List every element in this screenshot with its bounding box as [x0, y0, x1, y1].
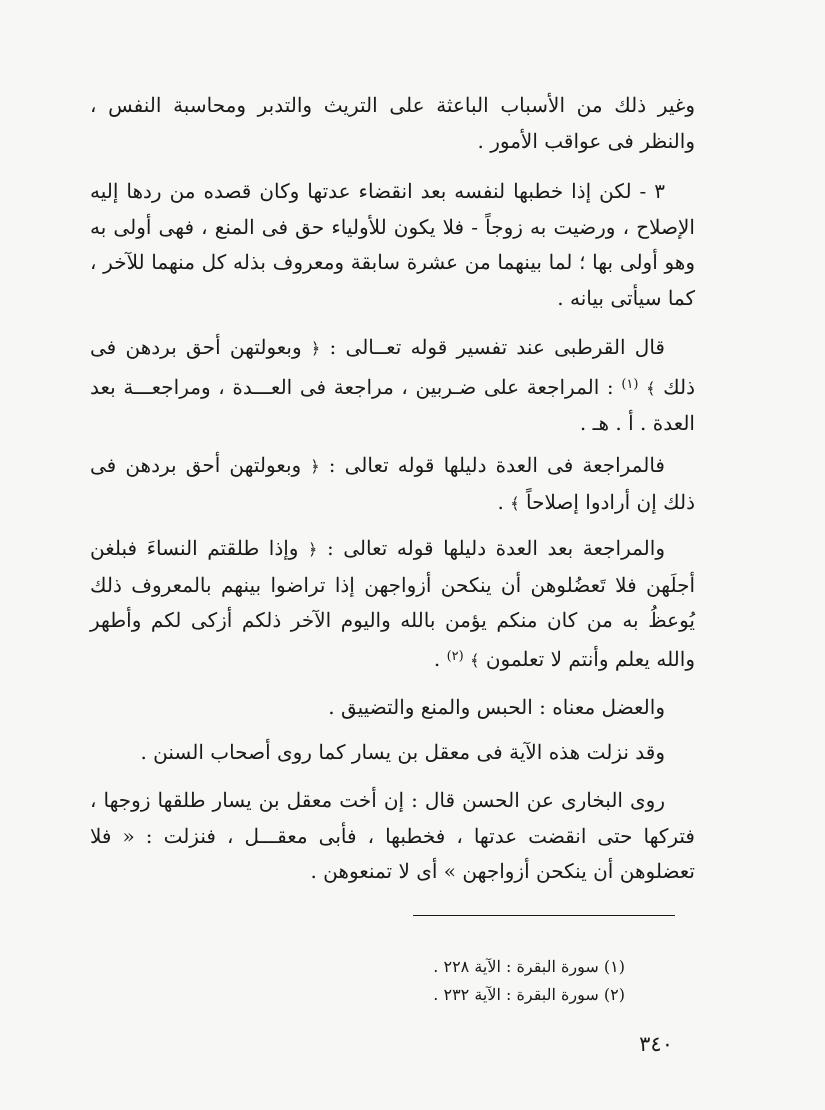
paragraph-6: والعضل معناه : الحبس والمنع والتضييق . [328, 695, 665, 719]
quran-close-bracket: ﴾ [510, 493, 520, 513]
paragraph-2: ٣ - لكن إذا خطبها لنفسه بعد انقضاء عدتها وكان قصده من ردها إليه الإصلاح ، ورضيت به زوجاً - فلا يكون للأولياء حق فى المنع ، فهى أولى به وهو أولى بها ؛ لما بينهما من عشرة سابقة ومعروف بذله كل منهما للآخر ، كما سيأتى بيانه . [90, 179, 695, 310]
paragraph-4-rest: . [497, 489, 511, 514]
paragraph-8: روى البخارى عن الحسن قال : إن أخت معقل بن يسار طلقها زوجها ، فتركها حتى انقضت عدتها ، فخطبها ، فأبى معقـــل ، فنزلت : « فلا تعضلوهن أن ينكحن أزواجهن » أى لا تمنعوهن . [90, 788, 695, 883]
paragraph-7: وقد نزلت هذه الآية فى معقل بن يسار كما روى أصحاب السنن . [140, 740, 665, 764]
quran-quote: وبعولتهن أحق بردهن فى ذلك [90, 335, 696, 399]
footnote-2: (٢) سورة البقرة : الآية ٢٣٢ . [433, 985, 625, 1004]
paragraph-3-rest: : المراجعة على ضـربين ، مراجعة فى العـــدة ، ومراجعـــة بعد العدة . أ . هـ . [90, 374, 695, 435]
paragraph-5-intro: والمراجعة بعد العدة دليلها قوله تعالى : [317, 536, 665, 560]
paragraph-4 [90, 448, 695, 521]
quran-quote: وإذا طلقتم النساءَ فبلغن أجلَهن فلا تَعضُلوهن أن ينكحن أزواجهن إذا تراضوا بينهم بالمعروف ذلك يُوعظُ به من كان منكم يؤمن بالله واليوم الآخر ذلكم أزكى لكم وأطهر والله يعلم وأنتم لا تعلمون [90, 536, 695, 671]
paragraph-5 [90, 531, 695, 678]
quran-close-bracket: ﴾ [646, 378, 656, 398]
quran-quote: وبعولتهن أحق بردهن فى ذلك إن أرادوا إصلاحاً [90, 453, 695, 514]
paragraph-3-intro: قال القرطبى عند تفسير قوله تعــالى : [320, 335, 665, 359]
quran-close-bracket: ﴾ [470, 650, 480, 670]
quran-open-bracket: ﴿ [310, 339, 321, 358]
paragraph-4-intro: فالمراجعة فى العدة دليلها قوله تعالى : [319, 453, 665, 477]
footnote-divider [413, 915, 675, 916]
footnote-1: (١) سورة البقرة : الآية ٢٢٨ . [433, 957, 625, 976]
footnote-ref-2: (٢) [446, 648, 464, 664]
page-number: ٣٤٠ [639, 1032, 673, 1056]
quran-open-bracket: ﴿ [310, 457, 320, 476]
paragraph-5-rest: . [433, 646, 447, 671]
paragraph-3 [90, 330, 695, 442]
paragraph-1: وغير ذلك من الأسباب الباعثة على التريث والتدبر ومحاسبة النفس ، والنظر فى عواقب الأمور . [90, 93, 695, 153]
footnote-ref-1: (١) [621, 376, 639, 392]
quran-open-bracket: ﴿ [308, 540, 318, 559]
